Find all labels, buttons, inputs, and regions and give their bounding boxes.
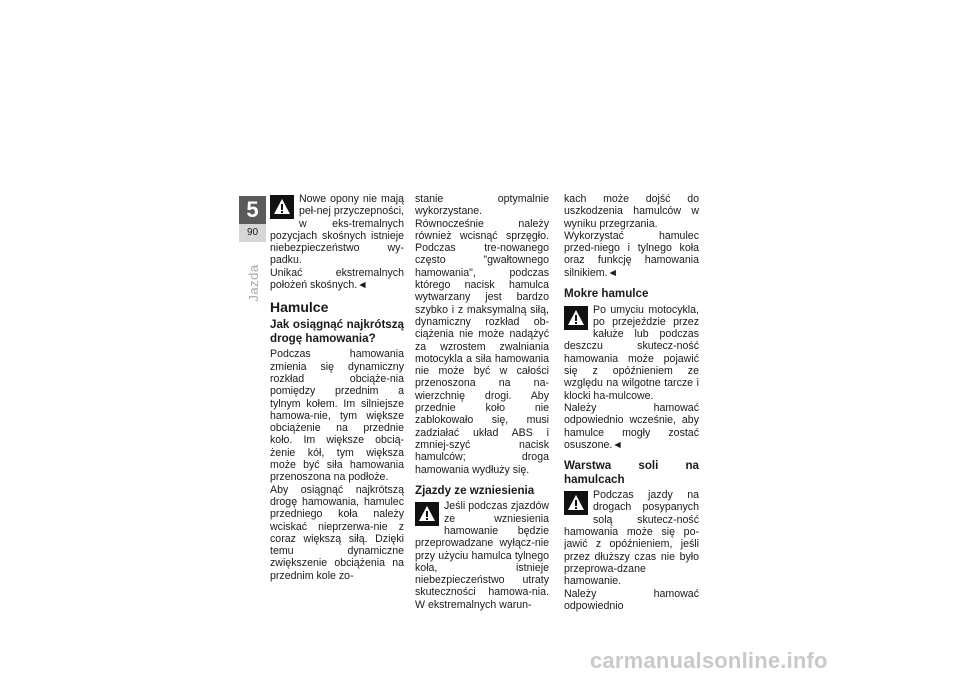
column-1 bbox=[270, 193, 404, 582]
body-paragraph: kach może dojść do uszkodzenia hamulców w wyniku przegrzania. bbox=[564, 193, 699, 230]
warning-text: Podczas jazdy na drogach posypanych solą skutecz-ność hamowania może się po-jawić z opóźnieniem, jeśli przez dłuższy czas nie było przeprowa-dzane hamowanie. bbox=[564, 489, 699, 588]
warning-text: Jeśli podczas zjazdów ze wzniesienia hamowanie będzie przeprowadzane wyłącz-nie przy użyciu hamulca tylnego koła, istnieje niebezpieczeństwo utraty skuteczności hamowa-nia. W ekstremalnych warun- bbox=[415, 500, 549, 611]
chapter-number: 5 bbox=[246, 197, 259, 222]
body-paragraph: Wykorzystać hamulec przed-niego i tylnego koła oraz funkcję hamowania silnikiem.◄ bbox=[564, 229, 699, 279]
warning-block bbox=[415, 500, 549, 611]
subsection-heading: Warstwa soli na hamulcach bbox=[564, 459, 699, 486]
subsection-heading: Mokre hamulce bbox=[564, 287, 649, 301]
warning-triangle-icon bbox=[564, 306, 588, 330]
warning-triangle-icon bbox=[270, 195, 294, 219]
column-2 bbox=[415, 193, 549, 611]
warning-triangle-icon bbox=[564, 491, 588, 515]
body-paragraph: Podczas hamowania zmienia się dynamiczny rozkład obciąże-nia pomiędzy przednim a tylnym kołem. Im silniejsze hamowa-nie, tym większe obciążenie na przednie koło. Im większe obcią-żenie kół, tym większa może być siła hamowania przenoszona na podłoże. bbox=[270, 348, 404, 484]
section-label: Jazda bbox=[246, 264, 261, 302]
warning-block bbox=[564, 489, 699, 587]
section-heading: Hamulce bbox=[270, 299, 329, 316]
page-number: 90 bbox=[239, 224, 266, 242]
warning-instruction: Należy hamować odpowiednio wcześnie, aby hamulce mogły zostać osuszone.◄ bbox=[564, 401, 699, 451]
warning-text: Nowe opony nie mają peł-nej przyczepności, w eks-tremalnych pozycjach skośnych istnieje niebezpieczeństwo wy-padku. bbox=[270, 193, 404, 267]
warning-triangle-icon bbox=[415, 502, 439, 526]
warning-instruction: Należy hamować odpowiednio bbox=[564, 587, 699, 612]
warning-block bbox=[270, 193, 404, 267]
column-3 bbox=[564, 193, 699, 612]
watermark: carmanualsonline.info bbox=[590, 648, 828, 673]
warning-text: Po umyciu motocykla, po przejeździe przez kałuże lub podczas deszczu skutecz-ność hamowania może pojawić się z opóźnieniem ze względu na wilgotne tarcze i klocki ha-mulcowe. bbox=[564, 303, 699, 402]
subsection-heading: Zjazdy ze wzniesienia bbox=[415, 483, 535, 497]
subsection-heading: Jak osiągnąć najkrótszą drogę hamowania? bbox=[270, 318, 404, 345]
body-paragraph: stanie optymalnie wykorzystane. Równocześnie należy również wcisnąć sprzęgło. Podczas tre-nowanego często "gwałtownego hamowania", podczas którego nacisk hamulca wytwarzany jest bardzo szybko i z maksymalną siłą, dynamiczny rozkład ob-ciążenia nie może nadążyć za wzrostem zwalniania motocykla a siła hamowania nie może być w całości przenoszona na na-wierzchnię drogi. Aby przednie koło nie zablokowało się, musi zadziałać układ ABS i zmniej-szyć nacisk hamulców; droga hamowania wydłuży się. bbox=[415, 193, 549, 476]
body-paragraph: Aby osiągnąć najkrótszą drogę hamowania, hamulec przedniego koła należy wciskać nieprzerwa-nie z coraz większą siłą. Dzięki temu dynamiczne zwiększenie obciążenia na przednim kole zo- bbox=[270, 483, 404, 582]
chapter-tab bbox=[239, 196, 266, 242]
warning-instruction: Unikać ekstremalnych położeń skośnych.◄ bbox=[270, 266, 404, 292]
warning-block bbox=[564, 304, 699, 402]
